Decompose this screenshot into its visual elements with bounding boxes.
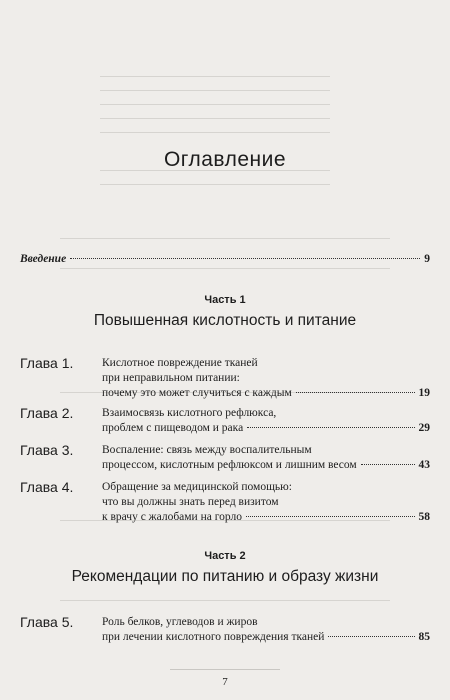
chapter-title-line: к врачу с жалобами на горло xyxy=(102,511,242,523)
part-2-number: Часть 2 xyxy=(204,550,246,562)
chapter-page: 43 xyxy=(418,459,430,471)
chapter-page: 19 xyxy=(418,387,430,399)
chapter-label: Глава 4. xyxy=(20,479,74,495)
part-1-title: Повышенная кислотность и питание xyxy=(93,312,357,329)
chapter-title-line: при лечении кислотного повреждения тканей xyxy=(102,631,325,643)
chapter-title-line: проблем с пищеводом и рака xyxy=(102,422,244,434)
dot-leader xyxy=(361,464,415,465)
chapter-title-line: процессом, кислотным рефлюксом и лишним весом xyxy=(102,459,357,471)
chapter-label: Глава 3. xyxy=(20,442,74,458)
chapter-title-line: что вы должны знать перед визитом xyxy=(102,496,279,508)
chapter-title-line: Воспаление: связь между воспалительным xyxy=(102,444,312,456)
chapter-label: Глава 2. xyxy=(20,405,74,421)
chapter-label: Глава 1. xyxy=(20,355,74,371)
chapter-page: 85 xyxy=(418,631,430,643)
chapter-page: 58 xyxy=(418,511,430,523)
intro-label: Введение xyxy=(20,253,67,265)
chapter-label: Глава 5. xyxy=(20,614,74,630)
chapter-title-line: Роль белков, углеводов и жиров xyxy=(102,616,258,628)
chapter-title-line: Взаимосвязь кислотного рефлюкса, xyxy=(102,407,277,419)
footer-divider xyxy=(170,669,280,670)
dot-leader xyxy=(247,427,414,428)
chapter-page: 29 xyxy=(418,422,430,434)
chapter-title-line: при неправильном питании: xyxy=(102,372,240,384)
toc-title: Оглавление xyxy=(163,148,287,171)
toc-entry-intro[interactable] xyxy=(20,253,430,265)
dot-leader xyxy=(296,392,415,393)
dot-leader xyxy=(328,636,414,637)
intro-page: 9 xyxy=(424,253,430,265)
chapter-title-line: почему это может случиться с каждым xyxy=(102,387,292,399)
page-number: 7 xyxy=(222,676,228,688)
dot-leader xyxy=(70,258,420,259)
dot-leader xyxy=(246,516,415,517)
chapter-title-line: Кислотное повреждение тканей xyxy=(102,357,258,369)
part-2-title: Рекомендации по питанию и образу жизни xyxy=(71,568,379,585)
chapter-title-line: Обращение за медицинской помощью: xyxy=(102,481,292,493)
part-1-number: Часть 1 xyxy=(204,294,246,306)
